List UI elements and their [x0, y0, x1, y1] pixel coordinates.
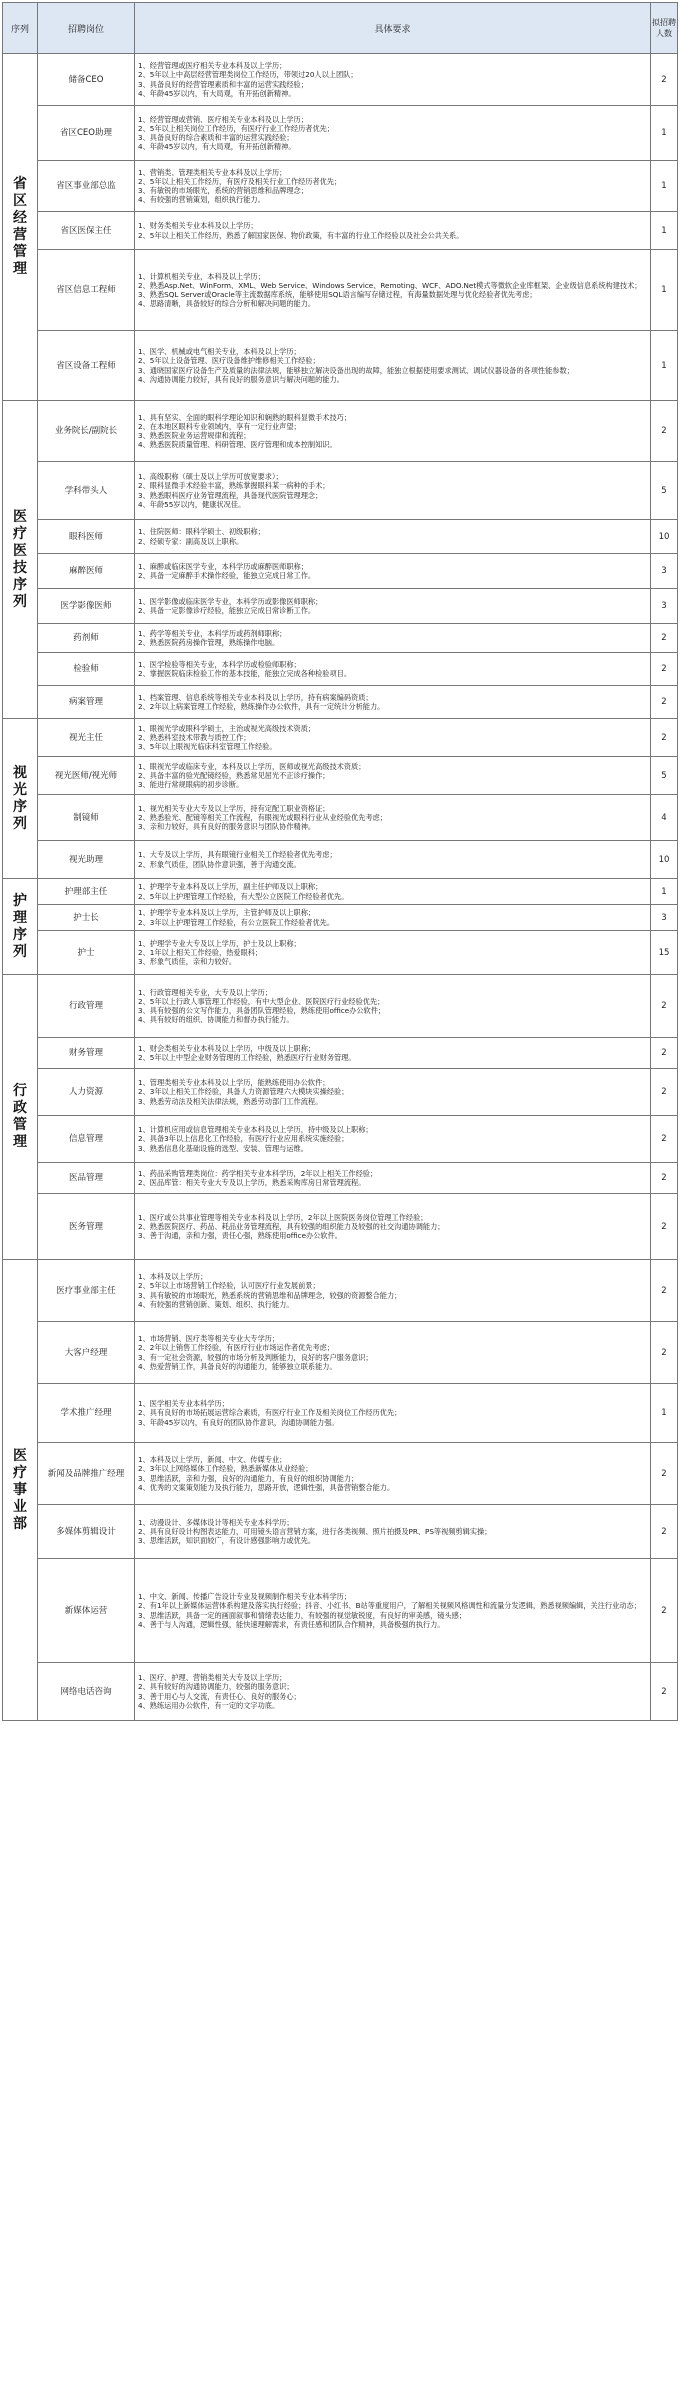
- count-cell: 2: [651, 1194, 678, 1260]
- requirement-line: 1、本科及以上学历，新闻、中文、传媒专业；: [138, 1455, 287, 1465]
- requirements-cell: [135, 841, 651, 879]
- table-row: [3, 653, 678, 686]
- requirements-cell: [135, 1194, 651, 1260]
- requirement-line: 4、优秀的文案策划能力及执行能力，思路开放，逻辑性强，具备营销整合能力。: [138, 1482, 395, 1492]
- count-cell: 2: [651, 401, 678, 462]
- requirement-line: 2、2年以上销售工作经验，有医疗行业市场运作者优先考虑；: [138, 1343, 335, 1353]
- position-cell: 信息管理: [38, 1116, 135, 1163]
- table-row: [3, 1559, 678, 1663]
- requirement-line: 1、市场营销、医疗类等相关专业大专学历；: [138, 1334, 280, 1344]
- requirement-line: 1、财务类相关专业本科及以上学历；: [138, 221, 258, 231]
- requirement-line: 3、形象气质佳，亲和力较好。: [138, 957, 237, 967]
- requirements-cell: [135, 161, 651, 212]
- requirement-line: 3、具备良好的经营管理素质和丰富的运营实践经验；: [138, 79, 308, 89]
- position-cell: 制镜师: [38, 795, 135, 841]
- requirement-line: 1、医学相关专业本科学历；: [138, 1399, 229, 1409]
- requirement-line: 2、熟悉Asp.Net、WinForm、XML、Web Service、Windows Service、Remoting、WCF、ADO.Net模式等微软企业库框架、企业级信息系统构建技术；: [138, 280, 642, 290]
- table-row: [3, 841, 678, 879]
- category-cell: [3, 975, 38, 1260]
- requirements-cell: [135, 1163, 651, 1194]
- header-requirements: 具体要求: [135, 3, 651, 54]
- requirements-cell: [135, 401, 651, 462]
- count-cell: 1: [651, 250, 678, 331]
- requirement-line: 3、善于用心与人交流，有责任心、良好的服务心；: [138, 1691, 301, 1701]
- requirement-line: 1、行政管理相关专业，大专及以上学历；: [138, 987, 272, 997]
- position-cell: 学术推广经理: [38, 1384, 135, 1443]
- table-body: [3, 54, 678, 1721]
- requirement-line: 1、中文、新闻、传播广告设计专业及视频制作相关专业本科学历；: [138, 1592, 352, 1602]
- count-cell: 3: [651, 589, 678, 624]
- requirement-line: 1、经营管理或营销、医疗相关专业本科及以上学历；: [138, 114, 308, 124]
- requirement-line: 1、财会类相关专业本科及以上学历，中级及以上职称；: [138, 1043, 316, 1053]
- requirement-line: 3、熟悉信息化基础设施的选型、安装、管理与运维。: [138, 1143, 308, 1153]
- requirement-line: 4、熟练运用办公软件，有一定的文字功底。: [138, 1700, 280, 1710]
- count-cell: 2: [651, 1663, 678, 1721]
- requirement-line: 2、具有良好设计构图表达能力，可用镜头语言营销方案，进行各类视频、照片拍摄及PR、PS等视频剪辑实操；: [138, 1526, 492, 1536]
- position-cell: 医务管理: [38, 1194, 135, 1260]
- requirements-cell: [135, 1038, 651, 1069]
- requirement-line: 1、管理类相关专业本科及以上学历，能熟练使用办公软件；: [138, 1078, 330, 1088]
- requirement-line: 2、具有良好的市场拓展运营综合素质，有医疗行业工作及相关岗位工作经历优先；: [138, 1408, 402, 1418]
- requirement-line: 2、3年以上网络媒体工作经验，熟悉新媒体从业经验；: [138, 1464, 313, 1474]
- position-cell: 新媒体运营: [38, 1559, 135, 1663]
- header-position: 招聘岗位: [38, 3, 135, 54]
- requirement-line: 3、具备良好的综合素质和丰富的运营实践经验；: [138, 133, 294, 142]
- requirement-line: 2、3年以上相关工作经验，具备人力资源管理六大模块实操经验；: [138, 1087, 349, 1097]
- requirements-cell: [135, 1384, 651, 1443]
- requirement-line: 1、医疗、护理、营销类相关大专及以上学历；: [138, 1673, 287, 1683]
- requirements-cell: [135, 212, 651, 250]
- requirement-line: 1、档案管理、信息系统等相关专业本科及以上学历，持有病案编码资质；: [138, 692, 373, 702]
- count-cell: 15: [651, 931, 678, 975]
- category-cell: [3, 401, 38, 719]
- requirements-cell: [135, 1663, 651, 1721]
- table-row: [3, 719, 678, 757]
- table-row: [3, 589, 678, 624]
- requirements-cell: [135, 331, 651, 401]
- requirement-line: 1、高级职称（硕士及以上学历可放宽要求）；: [138, 472, 283, 482]
- position-cell: 检验师: [38, 653, 135, 686]
- table-row: [3, 462, 678, 520]
- table-row: [3, 1038, 678, 1069]
- requirement-line: 4、沟通协调能力较好，具有良好的服务意识与解决问题的能力。: [138, 374, 344, 384]
- requirement-line: 2、医品库管：相关专业大专及以上学历，熟悉采购库房日常管理流程。: [138, 1178, 366, 1187]
- requirement-line: 1、医学影像或临床医学专业，本科学历或影像医师职称；: [138, 596, 323, 606]
- requirement-line: 2、眼科显微手术经验丰富，熟练掌握眼科某一病种的手术；: [138, 481, 330, 491]
- position-cell: 省区医保主任: [38, 212, 135, 250]
- requirement-line: 2、5年以上行政人事管理工作经验，有中大型企业、医院医疗行业经验优先；: [138, 996, 385, 1006]
- requirements-cell: [135, 462, 651, 520]
- category-label: 视光序列: [13, 764, 27, 832]
- position-cell: 病案管理: [38, 686, 135, 719]
- requirement-line: 3、思维活跃，亲和力强，良好的沟通能力，有良好的组织协调能力；: [138, 1473, 359, 1483]
- requirement-line: 1、护理学专业本科及以上学历，副主任护师及以上职称；: [138, 882, 323, 892]
- table-row: [3, 250, 678, 331]
- requirement-line: 1、眼视光学或临床专业，本科及以上学历，医师或视光高级技术资质；: [138, 761, 366, 771]
- requirements-cell: [135, 1505, 651, 1559]
- position-cell: 财务管理: [38, 1038, 135, 1069]
- requirement-line: 3、熟悉劳动法及相关法律法规，熟悉劳动部门工作流程。: [138, 1096, 323, 1106]
- count-cell: 2: [651, 1322, 678, 1384]
- count-cell: 4: [651, 795, 678, 841]
- requirement-line: 1、药学等相关专业，本科学历或药剂师职称；: [138, 628, 287, 638]
- table-row: [3, 1163, 678, 1194]
- requirements-cell: [135, 879, 651, 905]
- requirements-cell: [135, 520, 651, 554]
- header-count: 拟招聘人数: [651, 3, 678, 54]
- requirement-line: 2、熟悉科室技术带教与质控工作；: [138, 732, 251, 742]
- requirement-line: 3、思维活跃，知识面较广，有设计感强影响力或优先。: [138, 1536, 316, 1546]
- requirements-cell: [135, 1260, 651, 1322]
- requirement-line: 1、药品采购管理类岗位：药学相关专业本科学历，2年以上相关工作经验；: [138, 1168, 378, 1178]
- category-cell: [3, 879, 38, 975]
- count-cell: 2: [651, 624, 678, 653]
- requirements-cell: [135, 975, 651, 1038]
- requirement-line: 1、大专及以上学历，具有眼镜行业相关工作经验者优先考虑；: [138, 850, 337, 860]
- requirement-line: 4、具有较好的组织、协调能力和督办执行能力。: [138, 1015, 294, 1025]
- requirements-cell: [135, 54, 651, 106]
- count-cell: 2: [651, 1559, 678, 1663]
- requirements-cell: [135, 686, 651, 719]
- position-cell: 医学影像医师: [38, 589, 135, 624]
- category-label: 医疗医技序列: [13, 508, 27, 610]
- requirements-cell: [135, 1116, 651, 1163]
- table-row: [3, 1260, 678, 1322]
- requirement-line: 2、形象气质佳，团队协作意识强，善于沟通交流。: [138, 859, 301, 869]
- requirement-line: 3、5年以上眼视光临床科室管理工作经验。: [138, 742, 277, 752]
- recruitment-table: [2, 2, 678, 1721]
- requirement-line: 1、动漫设计、多媒体设计等相关专业本科学历；: [138, 1517, 294, 1527]
- requirement-line: 1、住院医师：眼科学硕士、初级职称；: [138, 527, 265, 537]
- position-cell: 护士长: [38, 905, 135, 931]
- requirement-line: 3、年龄45岁以内，有良好的团队协作意识，沟通协调能力强。: [138, 1417, 339, 1427]
- category-cell: [3, 54, 38, 401]
- count-cell: 2: [651, 975, 678, 1038]
- requirement-line: 4、熟悉医院质量管理、科研管理、医疗管理和成本控制知识。: [138, 440, 337, 450]
- position-cell: 省区信息工程师: [38, 250, 135, 331]
- requirement-line: 1、营销类、管理类相关专业本科及以上学历；: [138, 167, 287, 177]
- requirement-line: 3、能进行常规眼病的初步诊断。: [138, 780, 244, 790]
- requirement-line: 2、5年以上相关工作经历，熟悉了解国家医保、物价政策，有丰富的行业工作经验以及社会公共关系。: [138, 230, 464, 240]
- count-cell: 2: [651, 719, 678, 757]
- requirement-line: 3、善于沟通，亲和力强，责任心强，熟练使用office办公软件。: [138, 1231, 342, 1241]
- requirement-line: 2、5年以上市场营销工作经验，认可医疗行业发展前景；: [138, 1281, 320, 1291]
- requirement-line: 4、思路清晰，具备较好的综合分析和解决问题的能力。: [138, 299, 316, 309]
- table-row: [3, 905, 678, 931]
- category-cell: [3, 1260, 38, 1721]
- table-row: [3, 1384, 678, 1443]
- position-cell: 视光助理: [38, 841, 135, 879]
- position-cell: 眼科医师: [38, 520, 135, 554]
- requirement-line: 2、1年以上相关工作经验，热爱眼科；: [138, 947, 263, 957]
- table-row: [3, 1194, 678, 1260]
- table-row: [3, 554, 678, 589]
- requirement-line: 1、麻醉或临床医学专业，本科学历或麻醉医师职称；: [138, 561, 308, 571]
- position-cell: 网络电话咨询: [38, 1663, 135, 1721]
- count-cell: 1: [651, 212, 678, 250]
- requirement-line: 3、思维活跃，具备一定的画面叙事和情绪表达能力，有较强的视觉敏锐度，有良好的审美感，镜头感；: [138, 1610, 467, 1620]
- position-cell: 麻醉医师: [38, 554, 135, 589]
- requirement-line: 1、医学、机械或电气相关专业，本科及以上学历；: [138, 347, 301, 357]
- requirement-line: 3、具有敏锐的市场眼光，熟悉系统的营销思维和品牌理念，较强的资源整合能力；: [138, 1290, 402, 1300]
- table-row: [3, 1505, 678, 1559]
- requirement-line: 4、有较强的营销创新、策划、组织、执行能力。: [138, 1299, 294, 1309]
- requirement-line: 1、视光相关专业大专及以上学历，持有定配工职业资格证；: [138, 803, 330, 813]
- requirement-line: 1、护理学专业大专及以上学历，护士及以上职称；: [138, 938, 301, 948]
- requirement-line: 4、热爱营销工作，具备良好的沟通能力，能够独立联系能力。: [138, 1361, 337, 1371]
- table-row: [3, 401, 678, 462]
- position-cell: 药剂师: [38, 624, 135, 653]
- requirements-cell: [135, 250, 651, 331]
- position-cell: 省区CEO助理: [38, 106, 135, 161]
- count-cell: 5: [651, 757, 678, 795]
- position-cell: 业务院长/副院长: [38, 401, 135, 462]
- count-cell: 2: [651, 1443, 678, 1505]
- requirement-line: 2、熟悉医院医疗、药品、耗品业务管理流程，具有较强的组织能力及较强的社交沟通协调能力；: [138, 1221, 445, 1231]
- requirement-line: 1、眼视光学或眼科学硕士，主治或视光高级技术资质；: [138, 723, 316, 733]
- requirement-line: 1、医学检验等相关专业，本科学历或检验师职称；: [138, 659, 301, 669]
- count-cell: 5: [651, 462, 678, 520]
- table-row: [3, 795, 678, 841]
- requirement-line: 3、通晓国家医疗设备生产及质量的法律法规，能够独立解决设备出现的故障，能独立根据使用要求测试、调试仪器设备的各项性能参数；: [138, 365, 574, 375]
- position-cell: 医品管理: [38, 1163, 135, 1194]
- requirements-cell: [135, 589, 651, 624]
- table-row: [3, 1443, 678, 1505]
- requirements-cell: [135, 719, 651, 757]
- requirement-line: 2、3年以上护理管理工作经验，有公立医院工作经验者优先。: [138, 917, 335, 927]
- count-cell: 2: [651, 1260, 678, 1322]
- requirement-line: 2、5年以上中型企业财务管理的工作经验，熟悉医疗行业财务管理。: [138, 1053, 356, 1062]
- table-row: [3, 757, 678, 795]
- requirements-cell: [135, 757, 651, 795]
- position-cell: 省区设备工程师: [38, 331, 135, 401]
- table-row: [3, 161, 678, 212]
- requirements-cell: [135, 1443, 651, 1505]
- position-cell: 人力资源: [38, 1069, 135, 1116]
- table-row: [3, 106, 678, 161]
- requirements-cell: [135, 106, 651, 161]
- position-cell: 护士: [38, 931, 135, 975]
- count-cell: 2: [651, 686, 678, 719]
- count-cell: 2: [651, 1038, 678, 1069]
- table-row: [3, 520, 678, 554]
- requirement-line: 2、在本地区眼科专业领域内，享有一定行业声望；: [138, 421, 301, 431]
- requirement-line: 4、年龄55岁以内，健康状况佳。: [138, 499, 246, 509]
- requirement-line: 2、5年以上相关工作经历，有医疗及相关行业工作经历者优先；: [138, 176, 342, 186]
- position-cell: 视光主任: [38, 719, 135, 757]
- requirements-cell: [135, 653, 651, 686]
- requirements-cell: [135, 905, 651, 931]
- requirement-line: 2、经硕专家：副高及以上职称。: [138, 536, 244, 546]
- requirement-line: 4、善于与人沟通，逻辑性强，能快速理解需求，有责任感和团队合作精神，具备极强的执行力。: [138, 1619, 445, 1629]
- position-cell: 新闻及品牌推广经理: [38, 1443, 135, 1505]
- position-cell: 视光医师/视光师: [38, 757, 135, 795]
- requirement-line: 4、年龄45岁以内，有大局观，有开拓创新精神。: [138, 142, 296, 152]
- table-row: [3, 879, 678, 905]
- table-row: [3, 931, 678, 975]
- requirement-line: 2、5年以上中高层经营管理类岗位工作经历，带领过20人以上团队；: [138, 70, 358, 80]
- requirements-cell: [135, 931, 651, 975]
- requirement-line: 1、护理学专业本科及以上学历，主管护师及以上职称；: [138, 908, 316, 918]
- requirement-line: 2、具备一定影像诊疗经验，能独立完成日常诊断工作。: [138, 606, 316, 615]
- count-cell: 3: [651, 905, 678, 931]
- table-row: [3, 1322, 678, 1384]
- count-cell: 10: [651, 841, 678, 879]
- requirement-line: 1、计算机相关专业，本科及以上学历；: [138, 271, 265, 281]
- requirement-line: 2、2年以上病案管理工作经验，熟练操作办公软件，具有一定统计分析能力。: [138, 702, 385, 711]
- requirement-line: 2、有1年以上新媒体运营体系构建及落实执行经验；抖音、小红书、B站等重度用户，了解相关视频风格调性和流量分发逻辑，熟悉视频编辑，关注行业动态；: [138, 1601, 641, 1611]
- count-cell: 2: [651, 1069, 678, 1116]
- table-row: [3, 975, 678, 1038]
- requirement-line: 3、熟悉医院业务运营规律和流程；: [138, 431, 251, 440]
- header-category: 序列: [3, 3, 38, 54]
- category-label: 医疗事业部: [13, 1447, 27, 1532]
- position-cell: 大客户经理: [38, 1322, 135, 1384]
- requirement-line: 2、熟悉验光、配镜等相关工作流程，有眼视光或眼科行业从业经验优先考虑；: [138, 812, 387, 822]
- requirement-line: 1、具有坚实、全面的眼科学理论知识和娴熟的眼科显微手术技巧；: [138, 412, 352, 422]
- requirements-cell: [135, 1069, 651, 1116]
- requirements-cell: [135, 1322, 651, 1384]
- requirement-line: 3、熟悉SQL Server或Oracle等主流数据库系统，能够使用SQL语言编写存储过程，有海量数据处理与优化经验者优先考虑；: [138, 290, 537, 299]
- table-row: [3, 686, 678, 719]
- requirement-line: 2、5年以上护理管理工作经验，有大型公立医院工作经验者优先。: [138, 891, 349, 901]
- requirement-line: 4、有较强的营销策划，组织执行能力。: [138, 195, 265, 205]
- requirements-cell: [135, 795, 651, 841]
- requirement-line: 2、熟悉医院药房操作管理，熟练操作电脑。: [138, 638, 280, 647]
- table-header-row: [3, 3, 678, 54]
- count-cell: 1: [651, 331, 678, 401]
- category-label: 省区经营管理: [13, 176, 27, 277]
- count-cell: 1: [651, 106, 678, 161]
- count-cell: 1: [651, 1384, 678, 1443]
- count-cell: 2: [651, 1505, 678, 1559]
- requirement-line: 1、本科及以上学历；: [138, 1272, 208, 1282]
- position-cell: 学科带头人: [38, 462, 135, 520]
- count-cell: 1: [651, 161, 678, 212]
- requirement-line: 1、经营管理或医疗相关专业本科及以上学历；: [138, 61, 287, 71]
- table-row: [3, 331, 678, 401]
- category-cell: [3, 719, 38, 879]
- position-cell: 医疗事业部主任: [38, 1260, 135, 1322]
- requirement-line: 2、具有较好的沟通协调能力，较强的服务意识；: [138, 1682, 294, 1692]
- requirements-cell: [135, 624, 651, 653]
- requirement-line: 2、5年以上设备管理、医疗设备维护维修相关工作经验；: [138, 356, 320, 366]
- requirement-line: 2、掌握医院临床检验工作的基本技能，能独立完成各种检验项目。: [138, 669, 352, 678]
- count-cell: 2: [651, 653, 678, 686]
- count-cell: 10: [651, 520, 678, 554]
- requirement-line: 3、亲和力较好，具有良好的服务意识与团队协作精神。: [138, 822, 316, 832]
- requirements-cell: [135, 1559, 651, 1663]
- requirement-line: 2、具备3年以上信息化工作经验，有医疗行业应用系统实施经验；: [138, 1134, 349, 1144]
- table-row: [3, 624, 678, 653]
- requirement-line: 3、有敏锐的市场眼光，系统的营销思维和品牌理念；: [138, 186, 308, 195]
- requirement-line: 3、熟悉眼科医疗业务管理流程，具备现代医院管理理念；: [138, 490, 323, 500]
- position-cell: 行政管理: [38, 975, 135, 1038]
- requirement-line: 3、有一定社会资源，较强的市场分析及判断能力，良好的客户服务意识；: [138, 1352, 373, 1362]
- count-cell: 2: [651, 1163, 678, 1194]
- category-label: 行政管理: [13, 1083, 27, 1150]
- requirement-line: 4、年龄45岁以内，有大局观，有开拓创新精神。: [138, 88, 296, 98]
- table-row: [3, 54, 678, 106]
- requirement-line: 2、具备一定麻醉手术操作经验，能独立完成日常工作。: [138, 571, 316, 580]
- position-cell: 多媒体剪辑设计: [38, 1505, 135, 1559]
- category-label: 护理序列: [13, 892, 27, 960]
- table-row: [3, 212, 678, 250]
- position-cell: 护理部主任: [38, 879, 135, 905]
- requirement-line: 3、具有较强的公文写作能力，具备团队管理经验，熟练使用office办公软件；: [138, 1006, 386, 1015]
- count-cell: 1: [651, 879, 678, 905]
- table-row: [3, 1663, 678, 1721]
- requirement-line: 2、5年以上相关岗位工作经历，有医疗行业工作经历者优先；: [138, 123, 335, 133]
- count-cell: 2: [651, 54, 678, 106]
- table-row: [3, 1116, 678, 1163]
- requirement-line: 1、计算机应用或信息管理相关专业本科及以上学历，持中级及以上职称；: [138, 1125, 373, 1135]
- requirements-cell: [135, 554, 651, 589]
- position-cell: 储备CEO: [38, 54, 135, 106]
- requirement-line: 1、医疗或公共事业管理等相关专业本科及以上学历，2年以上医院医务岗位管理工作经验；: [138, 1212, 428, 1222]
- position-cell: 省区事业部总监: [38, 161, 135, 212]
- table-row: [3, 1069, 678, 1116]
- count-cell: 3: [651, 554, 678, 589]
- count-cell: 2: [651, 1116, 678, 1163]
- requirement-line: 2、具备丰富的验光配镜经验，熟悉常见屈光不正诊疗操作；: [138, 770, 330, 780]
